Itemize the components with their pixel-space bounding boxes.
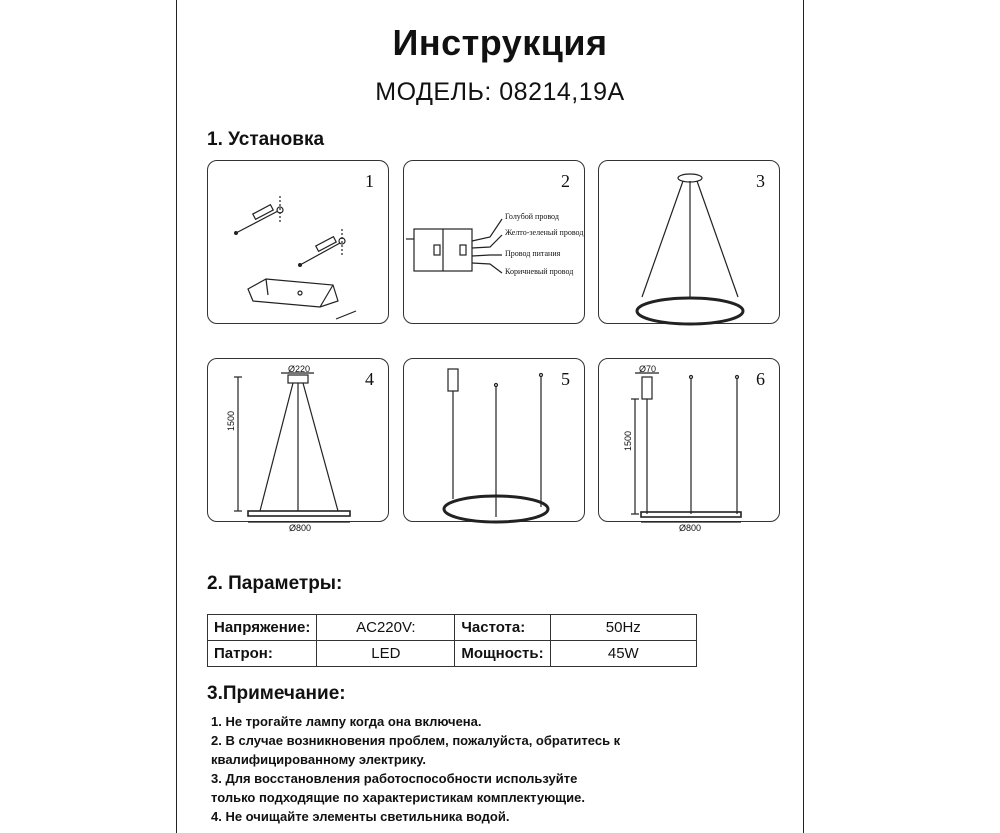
install-step-4-panel: [207, 358, 389, 533]
step-number: 4: [365, 369, 374, 389]
wiring-diagram: [404, 161, 586, 325]
step-number: 6: [756, 369, 765, 389]
step-number: 2: [561, 171, 570, 191]
page-title: Инструкция: [392, 22, 608, 63]
notes-list: [211, 712, 620, 826]
param-label: Частота:: [455, 615, 550, 641]
note-line: только подходящие по характеристикам комплектующие.: [211, 790, 585, 805]
height-dimension-label: 1500: [226, 410, 236, 431]
wire-label-power: Провод питания: [505, 249, 561, 258]
wire-label-blue: Голубой провод: [505, 212, 559, 221]
height-dimension-label: 1500: [623, 430, 633, 451]
mounting-screws-illustration: [208, 161, 390, 325]
wire-label-ground: Желто-зеленый провод: [505, 228, 584, 237]
step-number: 5: [561, 369, 570, 389]
screw-head-icon: [298, 263, 302, 267]
install-step-5-panel: [403, 358, 585, 522]
install-step-6-panel: [598, 358, 780, 533]
variant-side-view-dimensions: [599, 359, 781, 523]
lamp-variant-illustration: [404, 359, 586, 523]
note-line: 4. Не очищайте элементы светильника водой.: [211, 809, 510, 824]
install-step-3-panel: [598, 160, 780, 324]
param-value: LED: [317, 641, 455, 667]
param-value: 50Hz: [550, 615, 696, 641]
ring-diameter-label: Ø800: [679, 523, 702, 533]
param-label: Напряжение:: [208, 615, 317, 641]
parameters-table: [207, 614, 697, 667]
table-row: [208, 641, 697, 667]
section-parameters-heading: 2. Параметры:: [207, 573, 343, 594]
screw-head-icon: [234, 231, 238, 235]
lamp-ring: [637, 298, 743, 324]
side-view-dimensions: [208, 359, 390, 523]
canopy-diameter-label: Ø220: [288, 364, 311, 374]
wire-label-brown: Коричневый провод: [505, 267, 574, 276]
step-number: 1: [365, 171, 374, 191]
model-number: МОДЕЛЬ: 08214,19A: [375, 78, 625, 106]
note-line: 3. Для восстановления работоспособности используйте: [211, 771, 578, 786]
install-step-2-panel: [403, 160, 585, 324]
param-label: Мощность:: [455, 641, 550, 667]
install-step-1-panel: [207, 160, 389, 324]
ring-diameter-label: Ø800: [289, 523, 312, 533]
param-label: Патрон:: [208, 641, 317, 667]
param-value: AC220V:: [317, 615, 455, 641]
note-line: 1. Не трогайте лампу когда она включена.: [211, 714, 482, 729]
step-number: 3: [756, 171, 765, 191]
section-installation-heading: 1. Установка: [207, 129, 325, 150]
canopy-diameter-label: Ø70: [639, 364, 657, 374]
note-line: 2. В случае возникновения проблем, пожалуйста, обратитесь к: [211, 733, 621, 748]
table-row: [208, 615, 697, 641]
assembled-lamp-illustration: [599, 161, 781, 325]
note-line: квалифицированному электрику.: [211, 752, 427, 767]
param-value: 45W: [550, 641, 696, 667]
section-notes-heading: 3.Примечание:: [207, 683, 346, 704]
